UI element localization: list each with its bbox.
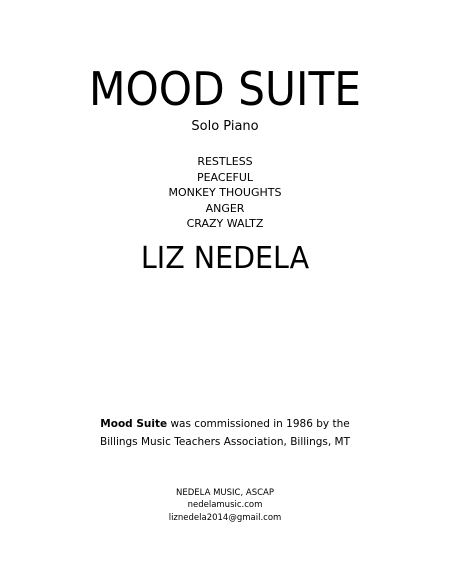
commission-work-name: Mood Suite [100,418,168,430]
composer-name: LIZ NEDELA [140,241,310,276]
movement-item: MONKEY THOUGHTS [168,186,282,199]
publisher-name: NEDELA MUSIC, ASCAP [176,488,274,498]
commission-line-1-text: was commissioned in 1986 by the [167,418,350,430]
commission-note [0,415,450,451]
movement-item: CRAZY WALTZ [186,217,264,230]
movement-list [0,154,450,232]
movement-item: ANGER [205,201,245,215]
commission-line-2: Billings Music Teachers Association, Billings, MT [99,436,351,448]
publisher-info [0,487,450,524]
publisher-email: liznedela2014@gmail.com [168,512,282,523]
title: MOOD SUITE [88,62,362,116]
subtitle: Solo Piano [191,119,259,134]
movement-item: PEACEFUL [196,170,254,184]
movement-item: RESTLESS [197,155,253,168]
commission-line-1 [0,415,450,433]
publisher-website: nedelamusic.com [187,500,263,511]
